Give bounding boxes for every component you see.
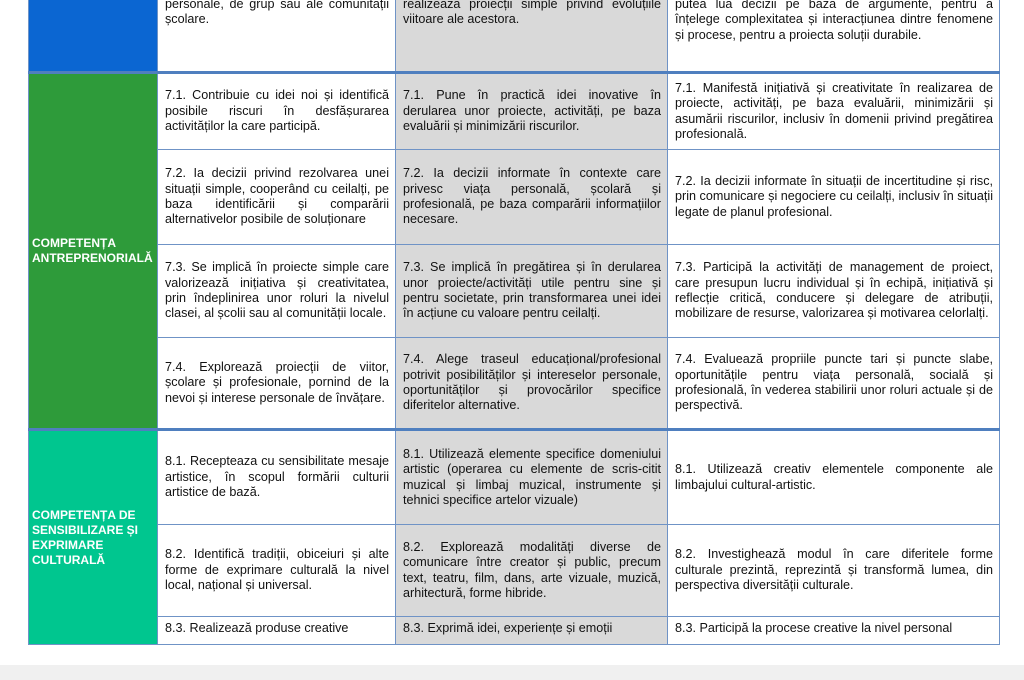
table-row <box>29 338 1000 430</box>
table-cell: 8.3. Participă la procese creative la nivel personal <box>668 617 1000 645</box>
table-row <box>29 430 1000 525</box>
table-cell: 7.2. Ia decizii informate în contexte care privesc viața personală, școlară și profesională, pe baza comparării informațiilor necesare. <box>396 150 668 245</box>
table-cell: 8.3. Exprimă idei, experiențe și emoții <box>396 617 668 645</box>
table-cell: 8.1. Utilizează elemente specifice domeniului artistic (operarea cu elemente de scris-citit muzical și limbaj muzical, instrumente și tehnici specifice artelor vizuale) <box>396 430 668 525</box>
table-cell: 7.3. Se implică în proiecte simple care valorizează inițiativa și creativitatea, prin îndeplinirea unor roluri la nivelul clasei, al școlii sau al comunității locale. <box>158 245 396 338</box>
table-cell: putea lua decizii pe bază de argumente, pentru a înțelege complexitatea și interacțiunea dintre fenomene și procese, pentru a proiecta soluții durabile. <box>668 0 1000 73</box>
table-cell: 7.3. Participă la activități de management de proiect, care presupun lucru individual și în echipă, inițiativă și reflecție critică, conducere și delegare de atribuții, mobilizare de resurse, valorizarea și motivarea celorlalți. <box>668 245 1000 338</box>
table-row <box>29 150 1000 245</box>
table-row <box>29 0 1000 73</box>
table-cell: 7.1. Pune în practică idei inovative în derularea unor proiecte, activități, pe baza evaluării și minimizării riscurilor. <box>396 73 668 150</box>
table-row <box>29 245 1000 338</box>
table-cell: 7.4. Alege traseul educațional/profesional potrivit posibilităților și intereselor personale, oportunităților și provocărilor specifice diferitelor alternative. <box>396 338 668 430</box>
table-cell: 7.3. Se implică în pregătirea și în derularea unor proiecte/activități utile pentru sine și pentru societate, prin transformarea unei idei în acțiune cu valoare pentru ceilalți. <box>396 245 668 338</box>
table-cell: 7.4. Explorează proiecții de viitor, școlare și profesionale, pornind de la nevoi și interese personale de învățare. <box>158 338 396 430</box>
table-cell: 7.2. Ia decizii informate în situații de incertitudine și risc, prin comunicare și negociere cu ceilalți, inclusiv în situații legate de planul profesional. <box>668 150 1000 245</box>
category-culturala: COMPETENȚA DE SENSIBILIZARE ȘI EXPRIMARE CULTURALĂ <box>29 430 158 645</box>
table-cell: 7.4. Evaluează propriile puncte tari și puncte slabe, oportunitățile pentru viața personală, socială și profesională, în vederea stabilirii unor roluri actuale și de perspectivă. <box>668 338 1000 430</box>
table-cell: 7.2. Ia decizii privind rezolvarea unei situații simple, cooperând cu ceilalți, pe baza identificării și comparării alternativelor posibile de soluționare <box>158 150 396 245</box>
table-row <box>29 525 1000 617</box>
table-cell: 7.1. Contribuie cu idei noi și identifică posibile riscuri în desfășurarea activităților la care participă. <box>158 73 396 150</box>
table-cell: 8.3. Realizează produse creative <box>158 617 396 645</box>
competences-table <box>28 0 1000 645</box>
table-cell: 8.1. Utilizează creativ elementele componente ale limbajului cultural-artistic. <box>668 430 1000 525</box>
category-cell-previous <box>29 0 158 73</box>
table-row <box>29 617 1000 645</box>
table-cell: 8.1. Recepteaza cu sensibilitate mesaje artistice, în scopul formării culturii artistice de bază. <box>158 430 396 525</box>
table-cell: 8.2. Explorează modalități diverse de comunicare între creator și public, precum text, teatru, film, dans, arte vizuale, muzică, arhitectură, forme hibride. <box>396 525 668 617</box>
table-row <box>29 73 1000 150</box>
table-cell: personale, de grup sau ale comunității școlare. <box>158 0 396 73</box>
table-cell: realizează proiecții simple privind evoluțiile viitoare ale acestora. <box>396 0 668 73</box>
category-antreprenoriala: COMPETENȚA ANTREPRENORIALĂ <box>29 73 158 430</box>
table-cell: 8.2. Identifică tradiții, obiceiuri și alte forme de exprimare culturală la nivel local, național și universal. <box>158 525 396 617</box>
table-cell: 8.2. Investighează modul în care diferitele forme culturale prezintă, reprezintă și transformă lumea, din perspectiva diversității culturale. <box>668 525 1000 617</box>
table-cell: 7.1. Manifestă inițiativă și creativitate în realizarea de proiecte, activități, pe baza evaluării, minimizării și asumării riscurilor, inclusiv în domenii privind pregătirea profesională. <box>668 73 1000 150</box>
